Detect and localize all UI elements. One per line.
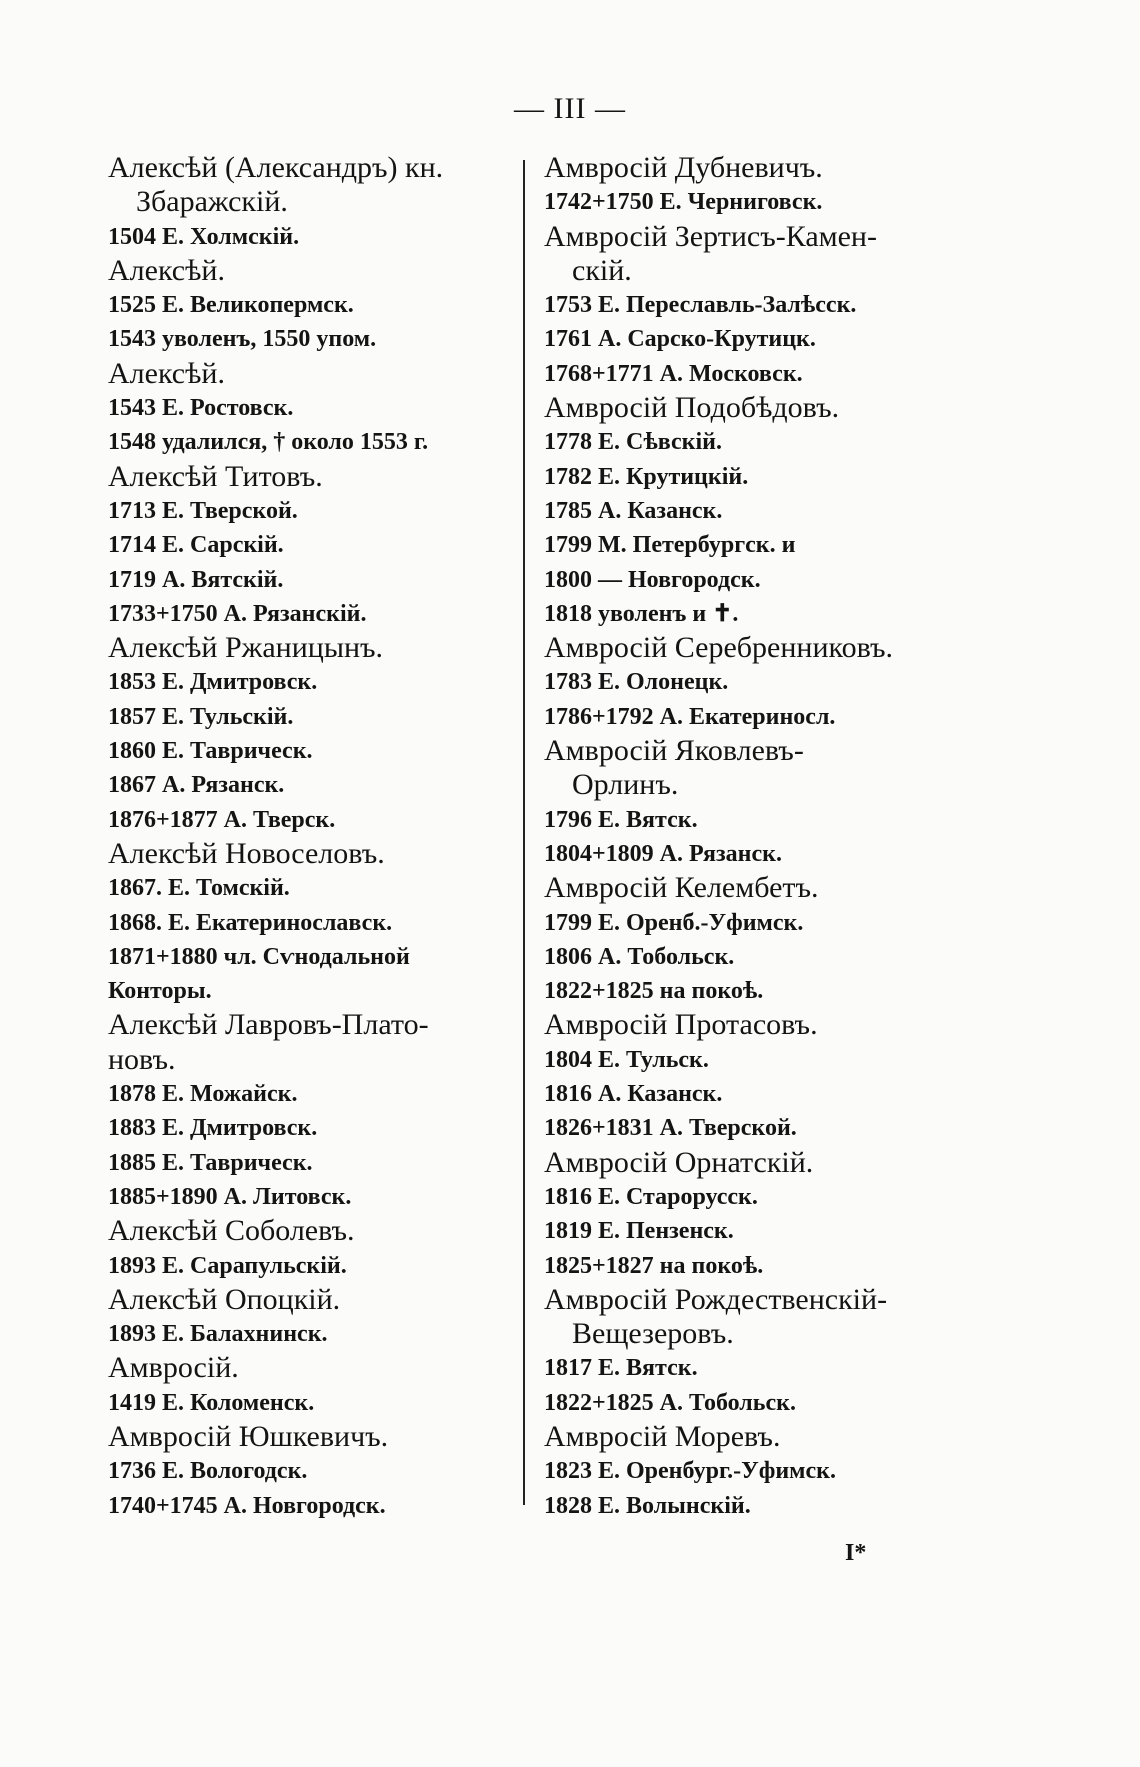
name-entry: Амвросій Протасовъ. <box>544 1008 818 1042</box>
date-entry: 1823 Е. Оренбург.-Уфимск. <box>544 1458 836 1485</box>
date-entry: 1778 Е. Сѣвскій. <box>544 429 722 456</box>
date-entry: 1796 Е. Вятск. <box>544 806 698 833</box>
name-entry: Амвросій. <box>108 1351 239 1385</box>
date-entry: 1826+1831 А. Тверской. <box>544 1115 797 1142</box>
date-entry: 1804 Е. Тульск. <box>544 1046 709 1073</box>
name-entry: Алексѣй Ржаницынъ. <box>108 631 384 665</box>
name-entry: Алексѣй Лавровъ-Плато- <box>108 1008 429 1042</box>
name-entry: Амвросій Серебренниковъ. <box>544 631 893 665</box>
name-entry: Амвросій Моревъ. <box>544 1419 781 1453</box>
date-entry: 1783 Е. Олонецк. <box>544 669 729 696</box>
date-entry: 1753 Е. Переславль-Залѣсск. <box>544 292 857 319</box>
name-entry: Амвросій Рождественскій- <box>544 1282 888 1316</box>
name-entry: Вещезеровъ. <box>572 1317 734 1351</box>
date-entry: 1548 удалился, † около 1553 г. <box>108 429 429 456</box>
page-number-header: — III — <box>514 92 626 125</box>
date-entry: 1816 Е. Старорусск. <box>544 1183 758 1210</box>
date-entry: 1714 Е. Сарскій. <box>108 532 284 559</box>
date-entry: 1825+1827 на покоѣ. <box>544 1252 764 1279</box>
date-entry: 1799 Е. Оренб.-Уфимск. <box>544 909 804 936</box>
name-entry: Амвросій Орнатскій. <box>544 1145 814 1179</box>
name-entry: Амвросій Юшкевичъ. <box>108 1419 389 1453</box>
date-entry: 1893 Е. Сарапульскій. <box>108 1252 347 1279</box>
name-entry: Алексѣй (Александръ) кн. <box>108 151 444 184</box>
date-entry: 1736 Е. Вологодск. <box>108 1458 308 1485</box>
date-entry: 1883 Е. Дмитровск. <box>108 1115 318 1142</box>
date-entry: 1713 Е. Тверской. <box>108 497 298 524</box>
name-entry: Амвросій Дубневичъ. <box>544 151 823 184</box>
date-entry: 1893 Е. Балахнинск. <box>108 1321 328 1348</box>
date-entry: 1742+1750 Е. Черниговск. <box>544 189 823 216</box>
left-column <box>108 151 518 1523</box>
date-entry: 1761 А. Сарско-Крутицк. <box>544 326 816 353</box>
date-entry: 1871+1880 чл. Сѵнодальной <box>108 943 410 970</box>
date-entry: 1800 — Новгородск. <box>544 566 761 593</box>
date-entry: 1804+1809 А. Рязанск. <box>544 840 782 867</box>
date-entry: 1885 Е. Таврическ. <box>108 1149 313 1176</box>
date-entry: 1504 Е. Холмскій. <box>108 223 300 250</box>
name-entry: Алексѣй Опоцкій. <box>108 1282 341 1316</box>
date-entry: 1868. Е. Екатеринославск. <box>108 909 393 936</box>
date-entry: 1860 Е. Таврическ. <box>108 738 313 765</box>
date-entry: 1853 Е. Дмитровск. <box>108 669 318 696</box>
date-entry: 1876+1877 А. Тверск. <box>108 806 336 833</box>
date-entry: 1816 А. Казанск. <box>544 1081 723 1108</box>
name-entry: Алексѣй Новоселовъ. <box>108 836 385 870</box>
name-entry: Алексѣй Титовъ. <box>108 459 323 493</box>
date-entry: 1885+1890 А. Литовск. <box>108 1183 352 1210</box>
name-entry: новъ. <box>108 1042 176 1076</box>
date-entry: 1878 Е. Можайск. <box>108 1081 298 1108</box>
name-entry: Амвросій Яковлевъ- <box>544 734 804 768</box>
date-entry: 1740+1745 А. Новгородск. <box>108 1492 386 1519</box>
name-entry: Алексѣй. <box>108 253 225 287</box>
date-entry: 1817 Е. Вятск. <box>544 1355 698 1382</box>
date-entry: 1419 Е. Коломенск. <box>108 1389 315 1416</box>
date-entry: 1719 А. Вятскій. <box>108 566 284 593</box>
date-entry: 1768+1771 А. Московск. <box>544 360 803 387</box>
date-entry: 1867. Е. Томскій. <box>108 875 290 902</box>
name-entry: Алексѣй Соболевъ. <box>108 1214 355 1248</box>
date-entry: Конторы. <box>108 978 212 1005</box>
name-entry: Амвросій Келембетъ. <box>544 871 819 905</box>
date-entry: 1543 уволенъ, 1550 упом. <box>108 326 377 353</box>
date-entry: 1799 М. Петербургск. и <box>544 532 796 559</box>
signature-mark: I* <box>845 1540 867 1566</box>
right-column <box>544 151 954 1523</box>
date-entry: 1867 А. Рязанск. <box>108 772 285 799</box>
date-entry: 1822+1825 на покоѣ. <box>544 978 764 1005</box>
date-entry: 1819 Е. Пензенск. <box>544 1218 734 1245</box>
date-entry: 1806 А. Тобольск. <box>544 943 735 970</box>
name-entry: Амвросій Зертисъ-Камен- <box>544 219 877 253</box>
name-entry: Алексѣй. <box>108 356 225 390</box>
date-entry: 1785 А. Казанск. <box>544 497 723 524</box>
date-entry: 1857 Е. Тульскій. <box>108 703 294 730</box>
column-divider <box>523 160 525 1505</box>
date-entry: 1828 Е. Волынскій. <box>544 1492 751 1519</box>
name-entry: скій. <box>572 253 632 287</box>
name-entry: Амвросій Подобѣдовъ. <box>544 391 840 425</box>
date-entry: 1786+1792 А. Екатериносл. <box>544 703 836 730</box>
date-entry: 1733+1750 А. Рязанскій. <box>108 600 367 627</box>
name-entry: Збаражскій. <box>136 185 288 219</box>
date-entry: 1822+1825 А. Тобольск. <box>544 1389 796 1416</box>
date-entry: 1543 Е. Ростовск. <box>108 395 294 422</box>
date-entry: 1818 уволенъ и ✝. <box>544 600 739 627</box>
date-entry: 1782 Е. Крутицкій. <box>544 463 749 490</box>
name-entry: Орлинъ. <box>572 768 679 802</box>
date-entry: 1525 Е. Великопермск. <box>108 292 354 319</box>
